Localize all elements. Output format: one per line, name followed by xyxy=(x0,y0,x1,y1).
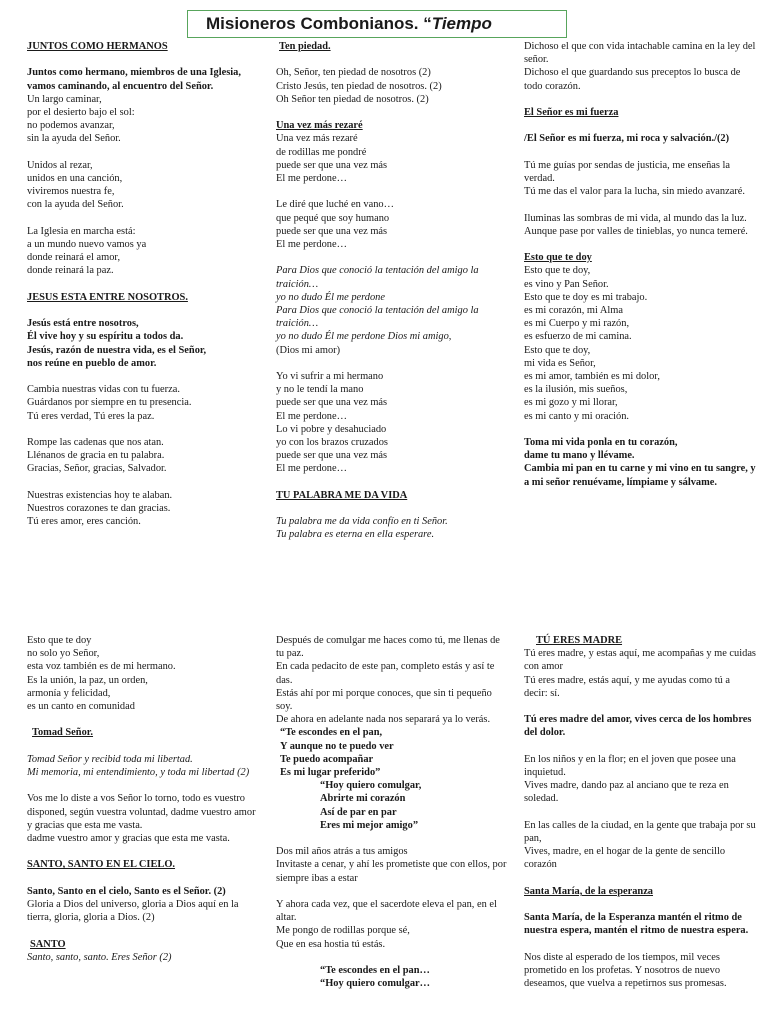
refrain: Tomad Señor y recibid toda mi libertad. Mi memoria, mi entendimiento, y toda mi libertad (2) xyxy=(27,753,250,778)
verse: Tú eres madre, y estas aquí, me acompañas y me cuidas con amor Tú eres madre, estás aquí, y me ayudas como tú a decir: sí. xyxy=(524,648,756,699)
bottom-column-3 xyxy=(524,634,756,1004)
bottom-column-1 xyxy=(27,634,259,977)
chorus: Santa María, de la Esperanza mantén el ritmo de nuestra espera, mantén el ritmo de nuestra espera. xyxy=(524,912,749,937)
chorus: Santo, Santo en el cielo, Santo es el Señor. (2) xyxy=(27,885,226,897)
verse: Esto que te doy, es vino y Pan Señor. Esto que te doy es mi trabajo. es mi corazón, mi Alma es mi Cuerpo y mi razón, es esfuerzo de mi camina. Esto que te doy, mi vida es Señor, es mi amor, también es mi dolor, es la ilusión, mis sueños, es mi gozo y mi llorar, es mi canto y mi oración. xyxy=(524,265,660,422)
verse: La Iglesia en marcha está: a un mundo nuevo vamos ya donde reinará el amor, donde reinará la paz. xyxy=(27,225,147,277)
song-heading: JUNTOS COMO HERMANOS xyxy=(27,41,168,52)
verse: Oh, Señor, ten piedad de nosotros (2) Cristo Jesús, ten piedad de nosotros. (2) Oh Señor ten piedad de nosotros. (2) xyxy=(276,67,442,105)
verse: Nuestras existencias hoy te alaban. Nuestros corazones te dan gracias. Tú eres amor, eres canción. xyxy=(27,489,173,528)
chorus: “Hoy quiero comulgar, Abrirte mi corazón Así de par en par Eres mi mejor amigo” xyxy=(320,780,422,831)
verse: Rompe las cadenas que nos atan. Llénanos de gracia en tu palabra. Gracias, Señor, gracias, Salvador. xyxy=(27,436,167,475)
chorus: “Te escondes en el pan, Y aunque no te puedo ver Te puedo acompañar Es mi lugar preferido” xyxy=(280,727,394,779)
verse: Un largo caminar, por el desierto bajo el sol: no podemos avanzar, sin la ayuda del Señor. xyxy=(27,93,135,145)
song-heading: Tomad Señor. xyxy=(32,727,94,739)
song-heading: Ten piedad. xyxy=(279,41,331,52)
verse: Vos me lo diste a vos Señor lo torno, todo es vuestro disponed, según vuestra voluntad, dadme vuestro amor y gracias que esta me vasta. dadme vuestro amor y gracias que esta me vasta. xyxy=(27,793,256,844)
chorus: “Te escondes en el pan… “Hoy quiero comulgar… xyxy=(320,965,431,990)
verse: Unidos al rezar, unidos en una canción, viviremos nuestra fe, con la ayuda del Señor. xyxy=(27,159,124,211)
verse: Gloria a Dios del universo, gloria a Dios aquí en la tierra, gloria, gloria a Dios. (2) xyxy=(27,898,239,924)
verse: Yo vi sufrir a mi hermano y no le tendí la mano puede ser que una vez más El me perdone… Lo vi pobre y desahuciado yo con los brazos cruzados puede ser que una vez más El me perdone… xyxy=(276,371,388,475)
song-heading: Santa María, de la esperanza xyxy=(524,885,654,897)
top-column-1 xyxy=(27,40,259,542)
chorus: /El Señor es mi fuerza, mi roca y salvación./(2) xyxy=(524,133,730,145)
song-heading: Una vez más rezaré xyxy=(276,120,363,132)
refrain-end: (Dios mi amor) xyxy=(276,344,341,356)
verse: Dos mil años atrás a tus amigos Invitaste a cenar, y ahí les prometiste que con ellos, por siempre ibas a estar xyxy=(276,846,507,884)
verse: Después de comulgar me haces como tú, me llenas de tu paz. En cada pedacito de este pan, completo estás y así te das. Estás ahí por mi porque conoces, que sin ti pequeño soy. De ahora en adelante nada nos separará ya lo verás. xyxy=(276,635,500,726)
chorus: Jesús está entre nosotros, Él vive hoy y su espíritu a todos da. Jesús, razón de nuestra vida, es el Señor, nos reúne en pueblo de amor. xyxy=(27,318,207,369)
verse: Nos diste al esperado de los tiempos, mil veces prometido en los profetas. Y nosotros de nuevo deseamos, que vuelva a repetirnos sus promesas. xyxy=(524,951,727,990)
refrain: Para Dios que conoció la tentación del amigo la traición… yo no dudo Él me perdone Para Dios que conoció la tentación del amigo la traición… yo no dudo Él me perdone Dios mi amigo, xyxy=(276,265,479,343)
verse: Esto que te doy no solo yo Señor, esta voz también es de mi hermano. Es la unión, la paz, un orden, armonía y felicidad, es un canto en comunidad xyxy=(27,635,176,713)
song-heading: El Señor es mi fuerza xyxy=(524,107,619,118)
chorus: Juntos como hermano, miembros de una Iglesia, vamos caminando, al encuentro del Señor. xyxy=(27,67,241,92)
title-italic: Tiempo xyxy=(431,14,492,33)
verse: Le diré que luché en vano… que pequé que soy humano puede ser que una vez más El me perdone… xyxy=(276,199,395,250)
song-heading: Esto que te doy xyxy=(524,252,592,264)
verse: En las calles de la ciudad, en la gente que trabaja por su pan, Vives, madre, en el hogar de la gente de sencillo corazón xyxy=(524,819,756,871)
song-heading: SANTO, SANTO EN EL CIELO. xyxy=(27,859,176,871)
top-column-2 xyxy=(276,40,508,555)
verse: Una vez más rezaré de rodillas me pondré puede ser que una vez más El me perdone… xyxy=(276,133,388,184)
song-heading: TÚ ERES MADRE xyxy=(536,635,623,646)
verse: Cambia nuestras vidas con tu fuerza. Guárdanos por siempre en tu presencia. Tú eres verdad, Tú eres la paz. xyxy=(27,384,192,422)
refrain: Santo, santo, santo. Eres Señor (2) xyxy=(27,951,172,963)
verse: Tú me guías por sendas de justicia, me enseñas la verdad. Tú me das el valor para la lucha, sin miedo avanzaré. xyxy=(524,159,745,198)
refrain: Tu palabra me da vida confío en ti Señor. Tu palabra es eterna en ella esperare. xyxy=(276,516,448,541)
chorus: Tú eres madre del amor, vives cerca de los hombres del dolor. xyxy=(524,714,752,739)
verse: Iluminas las sombras de mi vida, al mundo das la luz. Aunque pase por valles de tinieblas, yo nunca temeré. xyxy=(524,212,748,237)
bottom-column-2 xyxy=(276,634,508,1004)
page-title xyxy=(187,10,567,38)
title-text: Misioneros Combonianos. “ xyxy=(206,14,432,33)
song-heading: JESUS ESTA ENTRE NOSOTROS. xyxy=(27,291,188,303)
song-heading: TU PALABRA ME DA VIDA xyxy=(276,489,408,501)
song-heading: SANTO xyxy=(30,938,66,950)
chorus: Toma mi vida ponla en tu corazón, dame tu mano y llévame. Cambia mi pan en tu carne y mi vino en tu sangre, y a mi señor renuévame, límpiame y sálvame. xyxy=(524,437,756,488)
verse: Y ahora cada vez, que el sacerdote eleva el pan, en el altar. Me pongo de rodillas porque sé, Que en esa hostia tú estás. xyxy=(276,899,497,950)
top-column-3 xyxy=(524,40,756,502)
verse: En los niños y en la flor; en el joven que posee una inquietud. Vives madre, dando paz al anciano que te reza en soledad. xyxy=(524,753,736,805)
verse: Dichoso el que con vida intachable camina en la ley del señor. Dichoso el que guardando sus preceptos lo busca de todo corazón. xyxy=(524,41,756,92)
